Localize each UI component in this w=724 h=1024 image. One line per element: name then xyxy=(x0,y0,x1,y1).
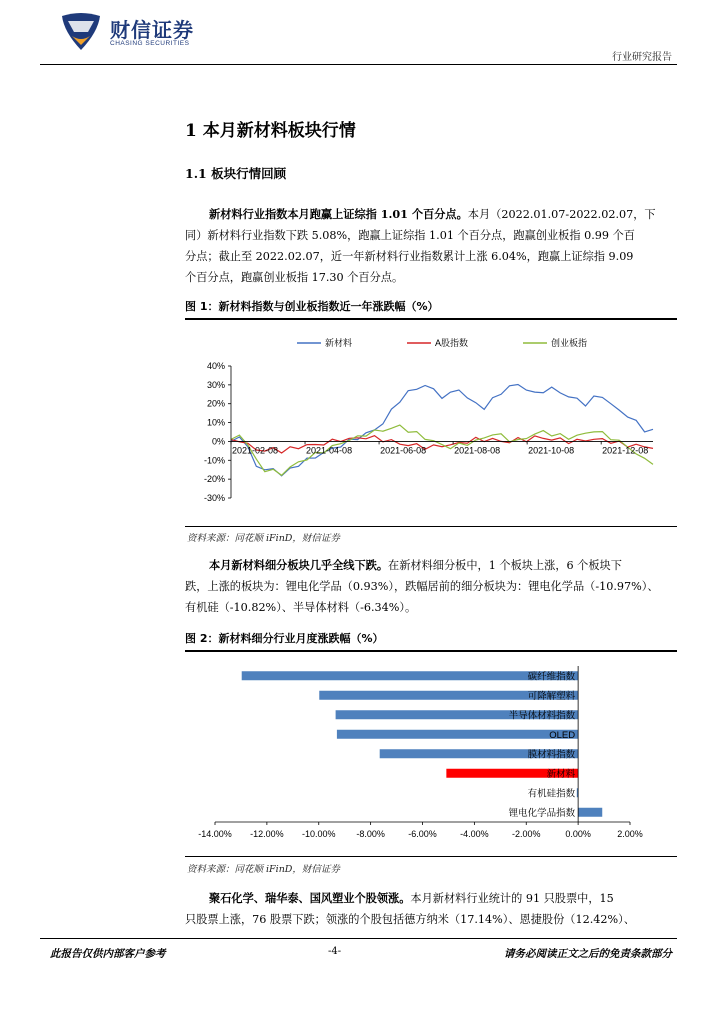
x-tick-label: -4.00% xyxy=(460,829,489,839)
legend-label: 创业板指 xyxy=(551,338,588,348)
figure-1-source: 资料来源：同花顺 iFinD，财信证券 xyxy=(187,533,340,544)
bar-chart xyxy=(185,656,677,852)
subsection-heading: 1.1 板块行情回顾 xyxy=(185,166,287,181)
figure-1-title: 图 1：新材料指数与创业板指数近一年涨跌幅（%） xyxy=(185,300,439,313)
paragraph-1 xyxy=(185,204,677,288)
y-tick-label: 0% xyxy=(211,436,225,447)
para2-line: 有机硅（-10.82%）、半导体材料（-6.34%）。 xyxy=(185,601,417,614)
bar xyxy=(337,730,578,739)
para3-lead: 聚石化学、瑞华泰、国风塑业个股领涨。 xyxy=(209,891,411,905)
x-tick-label: 0.00% xyxy=(565,829,591,839)
figure-2-source: 资料来源：同花顺 iFinD，财信证券 xyxy=(187,864,340,875)
series-line-1 xyxy=(231,385,653,476)
y-tick-label: 30% xyxy=(206,379,225,390)
x-tick-label: 2.00% xyxy=(617,829,643,839)
category-label: 有机硅指数 xyxy=(527,788,576,800)
para3-line: 本月新材料行业统计的 91 只股票中，15 xyxy=(410,892,614,905)
report-type-label: 行业研究报告 xyxy=(612,52,672,63)
y-tick-label: 40% xyxy=(206,361,225,371)
para1-line: 同）新材料行业指数下跌 5.08%，跑赢上证综指 1.01 个百分点，跑赢创业板指 0.99 个百 xyxy=(185,229,635,242)
x-tick-label: -8.00% xyxy=(356,829,385,839)
y-tick-label: -30% xyxy=(203,493,225,503)
x-tick-label: 2021-04-08 xyxy=(306,445,353,456)
legend-label: 新材料 xyxy=(325,338,353,348)
x-tick-label: -12.00% xyxy=(250,829,284,839)
x-tick-label: 2021-02-08 xyxy=(232,445,279,456)
para1-line: 本月（2022.01.07-2022.02.07，下 xyxy=(467,208,656,221)
section-heading: 1 本月新材料板块行情 xyxy=(185,121,356,141)
footer-notice: 请务必阅读正文之后的免责条款部分 xyxy=(504,948,672,960)
category-label: OLED xyxy=(549,729,576,741)
paragraph-2 xyxy=(185,555,677,618)
category-label: 碳纤维指数 xyxy=(527,671,576,683)
para1-line: 分点；截止至 2022.02.07，近一年新材料行业指数累计上涨 6.04%，跑赢上证综指 9.09 xyxy=(185,250,634,263)
figure-1-bottom-rule xyxy=(185,526,677,527)
figure-2-bottom-rule xyxy=(185,856,677,857)
para2-line: 在新材料细分板中，1 个板块上涨，6 个板块下 xyxy=(388,559,622,572)
x-tick-label: 2021-12-08 xyxy=(602,445,649,456)
x-tick-label: 2021-08-08 xyxy=(454,445,501,456)
category-label: 半导体材料指数 xyxy=(508,710,576,722)
page-number: -4- xyxy=(328,946,342,957)
y-tick-label: -10% xyxy=(203,455,225,466)
y-tick-label: -20% xyxy=(203,474,225,485)
brand-name-cn: 财信证券 xyxy=(110,18,194,42)
category-label: 可降解塑料 xyxy=(527,690,576,702)
figure-2-top-rule xyxy=(185,650,677,652)
y-tick-label: 10% xyxy=(206,417,225,428)
bar xyxy=(578,808,602,817)
x-tick-label: 2021-06-08 xyxy=(380,445,427,456)
figure-2-title: 图 2：新材料细分行业月度涨跌幅（%） xyxy=(185,632,384,645)
para1-line: 个百分点，跑赢创业板指 17.30 个百分点。 xyxy=(185,271,404,284)
y-tick-label: 20% xyxy=(206,398,225,409)
para3-line: 只股票上涨，76 股票下跌；领涨的个股包括德方纳米（17.14%）、恩捷股份（12.42%）、 xyxy=(185,913,635,926)
line-chart xyxy=(185,322,677,522)
figure-1-top-rule xyxy=(185,318,677,320)
category-label: 新材料 xyxy=(546,768,576,780)
para2-line: 跌，上涨的板块为：锂电化学品（0.93%），跌幅居前的细分板块为：锂电化学品（-10.97%）、 xyxy=(185,580,659,593)
company-logo-icon xyxy=(58,12,104,52)
x-tick-label: -14.00% xyxy=(198,829,232,839)
para1-lead: 新材料行业指数本月跑赢上证综指 1.01 个百分点。 xyxy=(209,207,468,221)
brand-name-en: CHASING SECURITIES xyxy=(110,40,190,47)
legend-label: A股指数 xyxy=(435,338,469,348)
x-tick-label: -10.00% xyxy=(301,829,336,839)
footer-rule xyxy=(40,938,677,939)
x-tick-label: -6.00% xyxy=(408,829,437,839)
header-rule xyxy=(40,64,677,65)
x-tick-label: -2.00% xyxy=(511,829,541,839)
paragraph-3 xyxy=(185,888,677,930)
category-label: 锂电化学品指数 xyxy=(508,807,576,819)
para2-lead: 本月新材料细分板块几乎全线下跌。 xyxy=(209,558,389,572)
footer-disclaimer: 此报告仅供内部客户参考 xyxy=(50,948,166,960)
x-tick-label: 2021-10-08 xyxy=(528,445,575,456)
category-label: 膜材料指数 xyxy=(527,749,576,761)
